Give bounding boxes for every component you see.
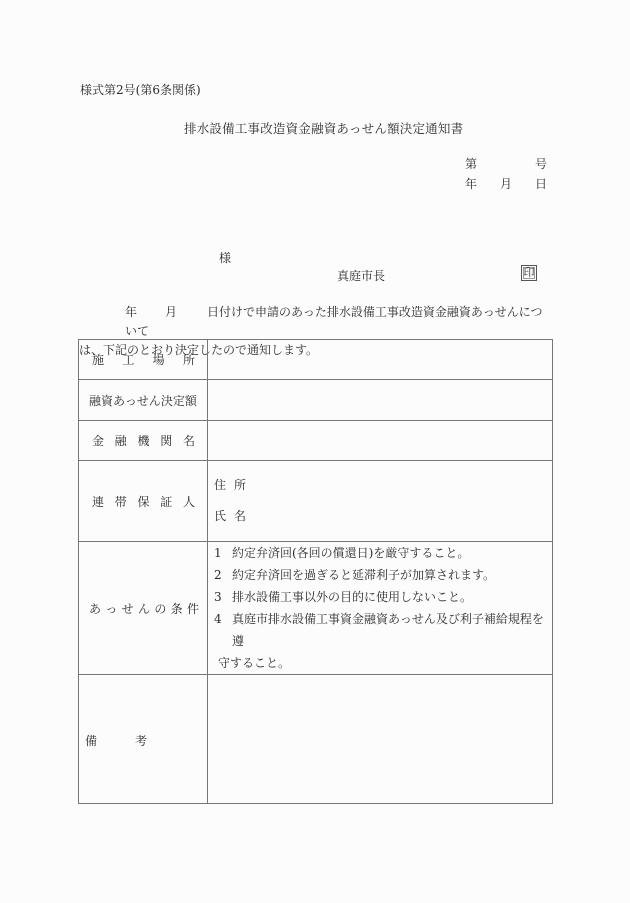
label-char: 機 — [137, 434, 150, 448]
addressee-honorific: 様 — [219, 251, 232, 265]
table-row-construction-site — [79, 340, 553, 380]
label-char: 証 — [160, 494, 173, 509]
label-char: の — [154, 601, 167, 616]
label-char: 施 — [92, 353, 105, 367]
condition-item — [214, 564, 552, 586]
label-conditions — [79, 542, 208, 675]
intro-line-1 — [79, 303, 551, 341]
label-char: 所 — [182, 353, 195, 367]
field-label-char: 所 — [234, 478, 247, 492]
field-label-char: 名 — [234, 509, 247, 523]
label-char: 金 — [92, 434, 105, 448]
number-prefix: 第 — [465, 157, 478, 171]
label-char: ん — [137, 601, 150, 616]
label-char: 連 — [92, 494, 105, 509]
label-char: 備 — [85, 734, 98, 748]
conditions-list — [208, 542, 552, 674]
intro-line1-text: 日付けで申請のあった排水設備工事改造資金融資あっせんについて — [125, 305, 543, 338]
label-construction-site — [79, 340, 208, 380]
label-char: 工 — [122, 353, 135, 367]
value-construction-site[interactable] — [208, 340, 553, 380]
label-char: 帯 — [114, 494, 127, 509]
date-day: 日 — [534, 177, 547, 191]
label-char: っ — [105, 601, 118, 616]
label-char: 関 — [160, 434, 173, 448]
table-row-conditions — [79, 542, 553, 675]
decision-details-table — [78, 339, 553, 804]
condition-item — [214, 608, 552, 652]
condition-text: 排水設備工事以外の目的に使用しないこと。 — [232, 590, 473, 604]
document-number-line — [465, 155, 547, 172]
condition-number: 4 — [214, 612, 222, 626]
label-char: 場 — [152, 353, 165, 367]
value-financial-institution[interactable] — [208, 421, 553, 461]
table-row-loan-amount — [79, 380, 553, 421]
label-loan-amount — [79, 380, 208, 421]
condition-number: 1 — [214, 546, 222, 560]
label-char: 件 — [186, 601, 199, 616]
label-financial-institution — [79, 421, 208, 461]
document-date-line — [465, 175, 547, 192]
intro-year: 年 — [125, 305, 138, 319]
date-year: 年 — [465, 177, 478, 191]
label-char: あ — [89, 601, 102, 616]
intro-month: 月 — [165, 305, 178, 319]
guarantor-name-field[interactable] — [214, 501, 552, 532]
field-label-char: 住 — [214, 478, 227, 492]
number-suffix: 号 — [534, 157, 547, 171]
date-month: 月 — [499, 177, 512, 191]
label-char: 人 — [182, 494, 195, 509]
condition-text: 約定弁済回(各回の償還日)を厳守すること。 — [232, 546, 470, 560]
issuer-name: 真庭市長 — [337, 269, 386, 283]
label-char: 条 — [170, 601, 183, 616]
field-label-char: 氏 — [214, 509, 227, 523]
table-row-guarantor — [79, 461, 553, 542]
label-char: 保 — [137, 494, 150, 509]
label-char: 考 — [135, 734, 148, 748]
value-conditions — [208, 542, 553, 675]
document-title: 排水設備工事改造資金融資あっせん額決定通知書 — [184, 121, 464, 136]
label-char: 融 — [114, 434, 127, 448]
value-remarks[interactable] — [208, 675, 553, 804]
condition-text: 約定弁済回を過ぎると延滞利子が加算されます。 — [232, 568, 496, 582]
condition-item — [214, 586, 552, 608]
label-char: 名 — [182, 434, 195, 448]
condition-number: 3 — [214, 590, 222, 604]
value-loan-amount[interactable] — [208, 380, 553, 421]
form-number: 様式第2号(第6条関係) — [80, 83, 201, 97]
guarantor-address-field[interactable] — [214, 470, 552, 501]
condition-item — [214, 542, 552, 564]
label-char: せ — [121, 601, 134, 616]
condition-text: 真庭市排水設備工事資金融資あっせん及び利子補給規程を遵 — [232, 612, 544, 648]
label-text: 融資あっせん決定額 — [89, 393, 197, 408]
table-row-financial-institution — [79, 421, 553, 461]
label-remarks — [79, 675, 208, 804]
value-guarantor — [208, 461, 553, 542]
seal-mark-icon: 印 — [521, 265, 537, 281]
condition-continuation: 守すること。 — [218, 656, 291, 670]
condition-number: 2 — [214, 568, 222, 582]
intro-line-2: は、下記のとおり決定したので通知します。 — [79, 343, 319, 357]
table-row-remarks — [79, 675, 553, 804]
label-guarantor — [79, 461, 208, 542]
